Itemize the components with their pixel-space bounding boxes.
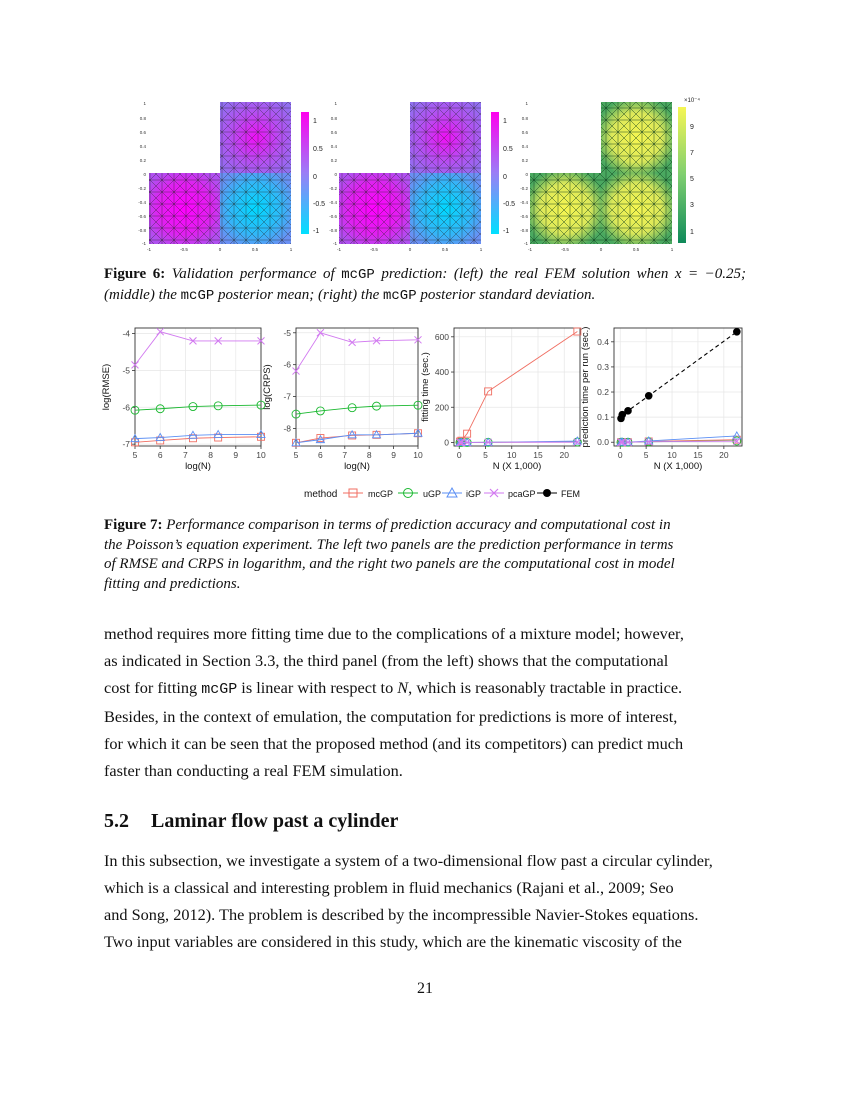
y-tick: 0 <box>334 172 337 177</box>
y-axis-ticks <box>520 101 528 246</box>
y-axis-label: fitting time (sec.) <box>420 352 431 422</box>
y-tick: -0.2 <box>520 186 528 191</box>
y-tick-label: 600 <box>434 331 449 342</box>
section-number: 5.2 <box>104 810 129 832</box>
y-tick-label: 0.4 <box>597 336 609 347</box>
text-line: which is a classical and interesting problem in fluid mechanics (Rajani et al., 2009; Seo <box>104 878 674 897</box>
y-tick: -0.2 <box>329 186 337 191</box>
y-tick: -0.8 <box>520 228 528 233</box>
y-tick: 1 <box>143 101 146 106</box>
legend-entry-pcagp <box>484 489 536 499</box>
colorbar-tick: 0 <box>313 174 317 181</box>
log-crps-chart <box>262 328 423 472</box>
x-tick: 0.5 <box>632 247 640 252</box>
colorbar-ticks <box>313 118 325 235</box>
y-tick: -0.4 <box>138 200 146 205</box>
y-tick-label: -8 <box>283 423 291 434</box>
x-tick: 0.5 <box>441 247 449 252</box>
x-tick-label: 8 <box>366 450 372 460</box>
y-axis-ticks <box>329 101 337 246</box>
x-tick: 1 <box>289 247 293 252</box>
x-tick-label: 7 <box>183 450 188 460</box>
y-tick: -0.6 <box>138 214 146 219</box>
colorbar-tick: 7 <box>690 150 694 157</box>
y-tick: -0.6 <box>520 214 528 219</box>
code-mcgp: mcGP <box>201 681 238 698</box>
text-line: Besides, in the context of emulation, the computation for predictions is more of interest, <box>104 707 678 726</box>
colorbar-ticks <box>503 118 515 235</box>
y-tick: 0.6 <box>139 130 146 135</box>
x-tick: 1 <box>479 247 483 252</box>
math-var: N <box>397 678 409 697</box>
prediction-time-chart <box>580 327 742 472</box>
x-axis-ticks <box>337 247 483 252</box>
caption-line: the Poisson’s equation experiment. The left two panels are the prediction performance in terms <box>104 536 674 553</box>
caption-text: = −0.25; (middle) the <box>104 266 746 303</box>
colorbar <box>678 107 686 243</box>
y-tick-label: 0.0 <box>597 437 609 448</box>
section-heading <box>104 810 398 833</box>
plot-background <box>454 328 580 446</box>
y-tick: -0.8 <box>138 228 146 233</box>
legend-label: mcGP <box>368 489 394 499</box>
figure-label: Figure 6: <box>104 266 166 282</box>
x-tick: 0.5 <box>251 247 259 252</box>
x-tick-label: 9 <box>391 450 396 460</box>
x-tick: 0 <box>599 247 603 252</box>
colorbar-tick: -0.5 <box>313 201 326 208</box>
legend-label: FEM <box>561 489 580 499</box>
caption-line: Performance comparison in terms of prediction accuracy and computational cost in <box>166 517 671 533</box>
x-axis-label: N (X 1,000) <box>653 461 703 472</box>
x-tick-label: 5 <box>132 450 138 460</box>
y-tick: -0.4 <box>520 200 528 205</box>
text-line: method requires more fitting time due to the complications of a mixture model; however, <box>104 624 684 643</box>
fem-point <box>645 392 653 400</box>
text-line: In this subsection, we investigate a system of a two-dimensional flow past a circular cylinder, <box>104 851 713 870</box>
colorbar-tick: 3 <box>690 202 694 209</box>
y-tick: 0.4 <box>330 144 337 149</box>
colorbar-tick: 1 <box>313 118 317 125</box>
caption-text: posterior standard deviation. <box>416 286 596 303</box>
page-number: 21 <box>417 980 433 997</box>
x-axis-ticks <box>147 247 293 252</box>
math-var: x <box>674 266 682 282</box>
colorbar-multiplier: ×10⁻⁴ <box>684 98 700 104</box>
y-tick: -0.4 <box>329 200 337 205</box>
x-tick-label: 5 <box>643 450 649 460</box>
code-mcgp: mcGP <box>180 287 215 304</box>
y-tick-label: -5 <box>283 327 291 338</box>
plot-background <box>135 328 261 446</box>
fem-point <box>624 407 632 415</box>
log-rmse-chart <box>101 328 266 472</box>
x-tick-label: 5 <box>293 450 299 460</box>
caption-text: posterior mean; (right) the <box>214 286 383 303</box>
y-tick-label: -6 <box>283 359 291 370</box>
y-tick-label: 0.1 <box>597 412 609 423</box>
figure-6-caption <box>104 265 746 306</box>
x-tick-label: 0 <box>617 450 623 460</box>
colorbar-tick: 1 <box>503 118 507 125</box>
y-tick: 0.4 <box>139 144 146 149</box>
legend-label: pcaGP <box>508 489 536 499</box>
y-tick: 0 <box>143 172 146 177</box>
y-tick-label: 0.2 <box>597 387 609 398</box>
y-axis-label: log(CRPS) <box>262 364 273 410</box>
x-axis-label: N (X 1,000) <box>492 461 542 472</box>
y-tick: -1 <box>332 241 337 246</box>
legend-entry-ugp <box>398 489 441 500</box>
colorbar <box>491 112 499 234</box>
colorbar <box>301 112 309 234</box>
x-tick: 0 <box>218 247 222 252</box>
legend-entry-fem <box>537 489 580 499</box>
text-line: faster than conducting a real FEM simulation. <box>104 761 403 780</box>
y-tick-label: 200 <box>434 402 449 413</box>
y-tick: 0.2 <box>139 158 146 163</box>
legend-entry-igp <box>442 488 481 499</box>
x-tick: 1 <box>670 247 674 252</box>
x-tick-label: 0 <box>456 450 462 460</box>
y-tick: -0.2 <box>138 186 146 191</box>
text-line: cost for fitting mcGP is linear with respect to N, which is reasonably tractable in practice. <box>104 678 683 698</box>
fem-solution-panel <box>138 101 325 252</box>
x-tick-label: 10 <box>507 450 517 460</box>
y-tick: -0.8 <box>329 228 337 233</box>
y-tick: 0.6 <box>521 130 528 135</box>
x-tick-label: 10 <box>667 450 677 460</box>
y-tick-label: -6 <box>122 402 130 413</box>
x-tick-label: 20 <box>719 450 729 460</box>
colorbar-tick: -1 <box>503 228 510 235</box>
text-line: and Song, 2012). The problem is described by the incompressible Navier-Stokes equations. <box>104 905 699 924</box>
code-mcgp: mcGP <box>341 267 375 283</box>
caption-text: prediction: (left) the real FEM solution when <box>374 266 675 282</box>
y-tick: 1 <box>334 101 337 106</box>
legend-entry-mcgp <box>343 489 393 499</box>
legend <box>304 488 580 500</box>
y-tick-label: 0.3 <box>597 361 609 372</box>
paragraph <box>104 847 746 955</box>
y-tick: 0.8 <box>521 116 528 121</box>
y-axis-label: log(RMSE) <box>101 363 112 411</box>
fitting-time-chart <box>420 328 581 472</box>
y-tick-label: -4 <box>122 328 130 339</box>
y-tick-label: -5 <box>122 365 130 376</box>
x-tick-label: 10 <box>413 450 423 460</box>
x-tick: -1 <box>336 247 342 252</box>
code-mcgp: mcGP <box>382 287 417 304</box>
y-tick: 0.8 <box>139 116 146 121</box>
x-tick-label: 7 <box>342 450 348 460</box>
posterior-sd-panel <box>520 97 700 252</box>
y-tick-label: -7 <box>283 391 291 402</box>
y-tick: 0.8 <box>330 116 337 121</box>
y-tick: 0.4 <box>521 144 528 149</box>
text-line: as indicated in Section 3.3, the third panel (from the left) shows that the computational <box>104 651 669 670</box>
paragraph <box>104 620 746 784</box>
y-tick-label: 400 <box>434 367 449 378</box>
text-line: for which it can be seen that the proposed method (and its competitors) can predict much <box>104 734 684 753</box>
x-tick-label: 20 <box>559 450 569 460</box>
colorbar-tick: 0.5 <box>313 146 323 153</box>
y-tick-label: -7 <box>122 439 130 450</box>
y-tick: -1 <box>141 241 146 246</box>
colorbar-tick: 5 <box>690 176 694 183</box>
x-tick: -1 <box>527 247 533 252</box>
x-tick-label: 10 <box>256 450 266 460</box>
colorbar-tick: -1 <box>313 228 320 235</box>
x-tick: -0.5 <box>561 247 569 252</box>
x-tick-label: 15 <box>693 450 703 460</box>
legend-label: iGP <box>466 489 482 499</box>
x-axis-label: log(N) <box>344 461 370 472</box>
colorbar-tick: 0.5 <box>503 146 513 153</box>
caption-text: Validation performance of <box>171 266 342 282</box>
legend-label: uGP <box>423 489 442 499</box>
colorbar-ticks <box>690 124 694 236</box>
caption-line: fitting and predictions. <box>104 575 241 592</box>
section-title: Laminar flow past a cylinder <box>151 810 399 832</box>
plot-background <box>614 328 742 446</box>
x-tick: -0.5 <box>180 247 188 252</box>
x-tick-label: 8 <box>208 450 213 460</box>
figure-6 <box>0 90 850 255</box>
colorbar-tick: 9 <box>690 124 694 131</box>
posterior-mean-panel <box>329 101 515 252</box>
y-tick: 0.2 <box>330 158 337 163</box>
x-tick-label: 5 <box>483 450 488 460</box>
x-tick: 0 <box>408 247 412 252</box>
y-tick: -1 <box>523 241 528 246</box>
y-axis-ticks <box>138 101 146 246</box>
x-tick: -0.5 <box>370 247 378 252</box>
y-tick: 0 <box>525 172 528 177</box>
figure-7-caption <box>104 516 746 594</box>
x-axis-label: log(N) <box>185 461 211 472</box>
text-line: Two input variables are considered in this study, which are the kinematic viscosity of the <box>104 932 682 951</box>
colorbar-tick: -0.5 <box>503 201 516 208</box>
x-tick-label: 6 <box>318 450 323 460</box>
y-axis-label: prediction time per run (sec.) <box>580 326 591 448</box>
x-axis-ticks <box>528 247 674 252</box>
figure-label: Figure 7: <box>104 517 163 533</box>
y-tick: 1 <box>525 101 528 106</box>
y-tick: -0.6 <box>329 214 337 219</box>
x-tick-label: 9 <box>233 450 239 460</box>
fem-point <box>733 328 741 336</box>
caption-line: of RMSE and CRPS in logarithm, and the right two panels are the computational cost in model <box>104 556 675 572</box>
y-tick: 0.6 <box>330 130 337 135</box>
x-tick-label: 6 <box>157 450 163 460</box>
x-tick-label: 15 <box>533 450 543 460</box>
y-tick: 0.2 <box>521 158 528 163</box>
legend-title: method <box>304 489 338 500</box>
colorbar-tick: 0 <box>503 174 507 181</box>
figure-7 <box>0 320 850 510</box>
y-tick-label: 0 <box>444 437 449 448</box>
x-tick: -1 <box>146 247 152 252</box>
colorbar-tick: 1 <box>690 229 694 236</box>
